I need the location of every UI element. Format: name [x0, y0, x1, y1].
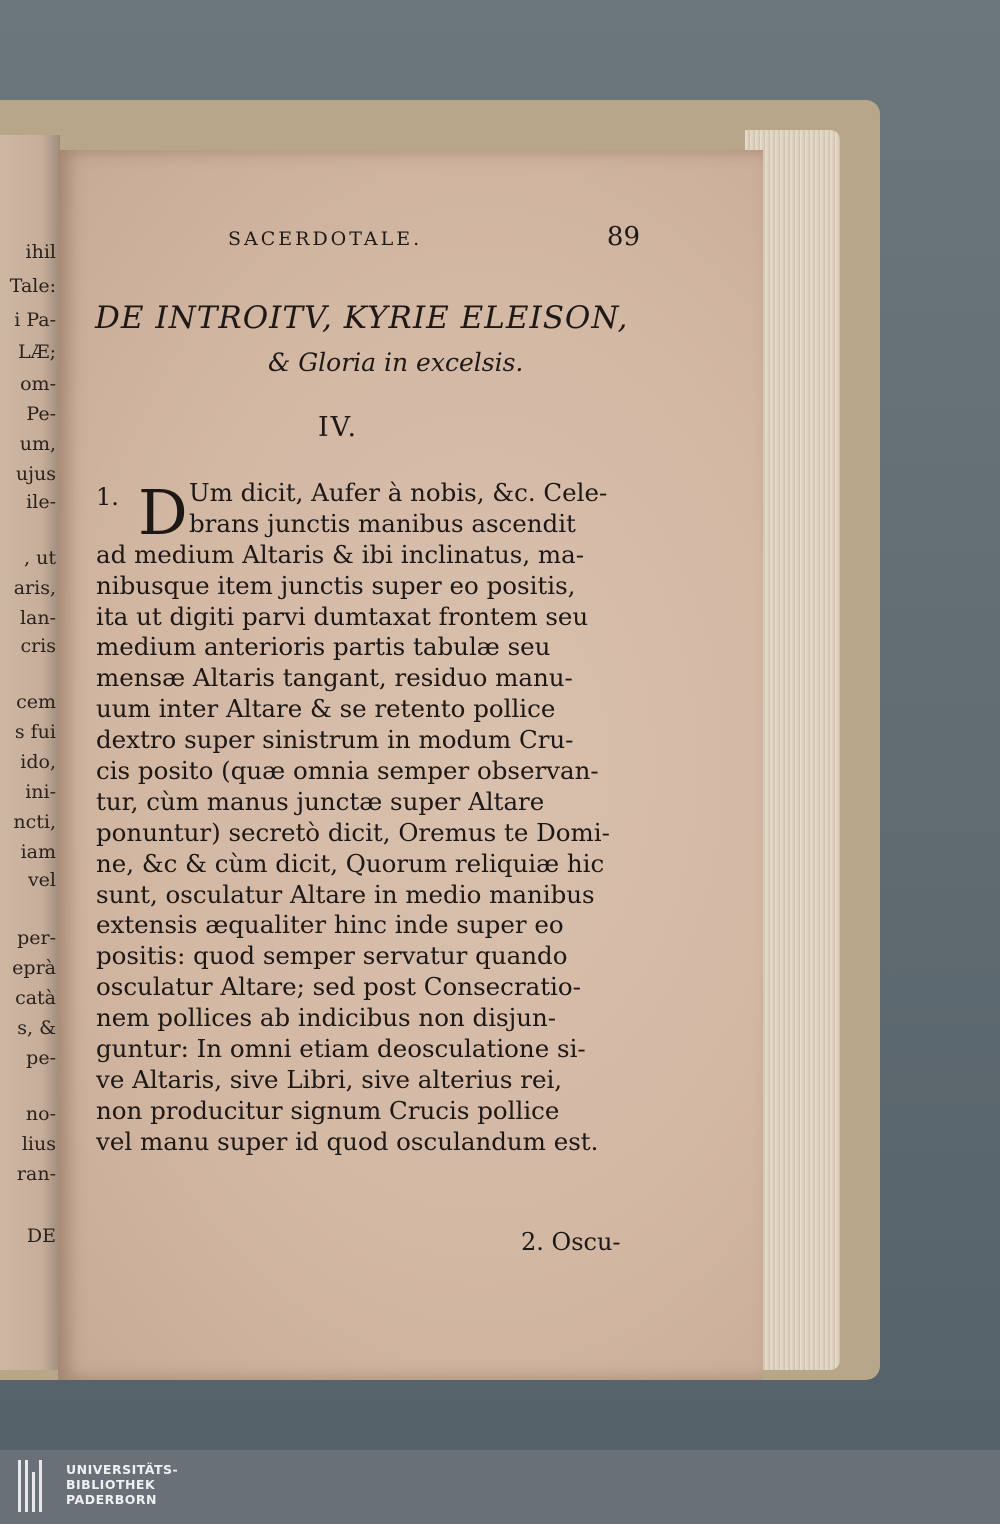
text-line: uum inter Altare & se retento pollice — [96, 694, 556, 724]
text-line: medium anterioris partis tabulæ seu — [96, 632, 551, 662]
section-subheading: & Gloria in excelsis. — [268, 348, 524, 377]
left-fragment: DE — [26, 1225, 56, 1247]
text-line: ne, &c & cùm dicit, Quorum reliquiæ hic — [96, 848, 605, 878]
left-fragment: aris, — [13, 577, 56, 599]
left-fragment: s fui — [14, 721, 56, 743]
text-line: mensæ Altaris tangant, residuo manu- — [96, 663, 573, 693]
left-page-fragment — [0, 135, 60, 1370]
library-logo-icon — [18, 1460, 58, 1514]
page-number: 89 — [606, 222, 640, 252]
text-line: ad medium Altaris & ibi inclinatus, ma- — [96, 539, 585, 569]
text-line: guntur: In omni etiam deosculatione si- — [96, 1034, 586, 1064]
left-fragment: s, & — [17, 1017, 56, 1039]
left-fragment: per- — [17, 927, 56, 949]
text-line: cis posito (quæ omnia semper observan- — [96, 756, 599, 786]
library-logo-text — [66, 1462, 178, 1507]
text-line: nem pollices ab indicibus non disjun- — [96, 1003, 557, 1033]
left-fragment: Tale: — [9, 275, 56, 297]
text-line: ita ut digiti parvi dumtaxat frontem seu — [96, 601, 589, 631]
left-fragment: , ut — [24, 547, 56, 569]
paragraph-number: 1. — [96, 483, 119, 511]
running-header — [228, 222, 640, 262]
library-footer — [0, 1450, 1000, 1524]
catchword: 2. Oscu- — [521, 1228, 621, 1256]
text-line: positis: quod semper servatur quando — [96, 941, 568, 971]
left-fragment: vel — [27, 869, 56, 891]
left-fragment: lius — [21, 1133, 56, 1155]
left-fragment: ile- — [26, 491, 56, 513]
text-line: ponuntur) secretò dicit, Oremus te Domi- — [96, 817, 610, 847]
left-fragment: catà — [15, 987, 56, 1009]
left-fragment: ido, — [20, 751, 56, 773]
text-line: tur, cùm manus junctæ super Altare — [96, 786, 545, 816]
running-title: SACERDOTALE. — [228, 228, 423, 250]
left-fragment: ihil — [25, 241, 56, 263]
text-line: non producitur signum Crucis pollice — [96, 1095, 560, 1125]
left-fragment: pe- — [26, 1047, 56, 1069]
text-line: dextro super sinistrum in modum Cru- — [96, 725, 574, 755]
text-line: sunt, osculatur Altare in medio manibus — [96, 879, 595, 909]
left-fragment: i Pa- — [14, 309, 56, 331]
left-fragment: no- — [25, 1103, 56, 1125]
text-line: ve Altaris, sive Libri, sive alterius rei, — [96, 1064, 563, 1094]
section-heading: DE INTROITV, KYRIE ELEISON, — [95, 300, 629, 336]
left-fragment: ran- — [16, 1163, 56, 1185]
text-line: vel manu super id quod osculandum est. — [96, 1126, 599, 1156]
left-fragment: um, — [19, 433, 56, 455]
text-line: Um dicit, Aufer à nobis, &c. Cele- — [189, 478, 608, 507]
body-text — [96, 478, 636, 1158]
logo-line: UNIVERSITÄTS- — [66, 1462, 179, 1477]
left-fragment: lan- — [19, 607, 56, 629]
left-fragment: iam — [20, 841, 56, 863]
left-fragment: cem — [16, 691, 56, 713]
left-fragment: ncti, — [13, 811, 56, 833]
text-line: extensis æqualiter hinc inde super eo — [96, 910, 564, 940]
left-fragment: ujus — [15, 463, 56, 485]
chapter-numeral: IV. — [318, 412, 359, 443]
text-line: osculatur Altare; sed post Consecratio- — [96, 972, 581, 1002]
logo-line: PADERBORN — [66, 1492, 157, 1507]
left-fragment: Pe- — [26, 403, 56, 425]
left-fragment: eprà — [12, 957, 56, 979]
left-fragment: ini- — [25, 781, 56, 803]
text-line: brans junctis manibus ascendit — [189, 508, 576, 538]
text-line: nibusque item junctis super eo positis, — [96, 570, 576, 600]
left-fragment: cris — [20, 635, 56, 657]
left-fragment: LÆ; — [17, 341, 56, 363]
drop-cap: D — [138, 476, 188, 549]
logo-line: BIBLIOTHEK — [66, 1477, 156, 1492]
left-fragment: om- — [20, 373, 56, 395]
